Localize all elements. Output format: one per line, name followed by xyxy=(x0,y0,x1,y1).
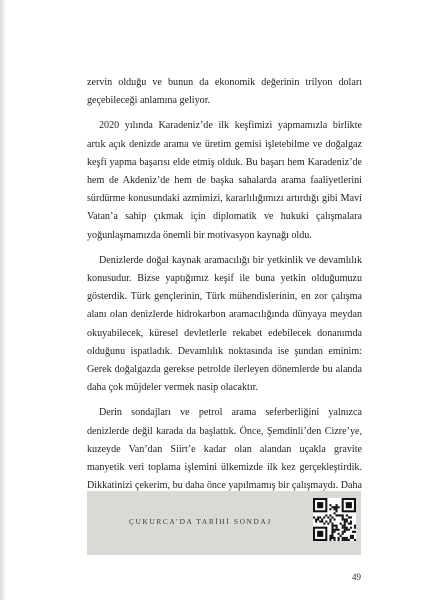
qr-module xyxy=(348,529,350,531)
qr-module xyxy=(338,533,340,535)
qr-module xyxy=(323,523,325,525)
page-number: 49 xyxy=(352,572,361,582)
qr-module xyxy=(333,531,335,533)
qr-module xyxy=(338,537,340,539)
qr-module xyxy=(336,514,338,516)
qr-module xyxy=(350,521,352,523)
qr-module xyxy=(333,539,335,541)
qr-module xyxy=(331,527,333,529)
qr-module xyxy=(342,514,344,516)
qr-module xyxy=(325,521,327,523)
qr-module xyxy=(333,529,335,531)
qr-module xyxy=(331,537,333,539)
qr-module xyxy=(333,508,335,510)
qr-module xyxy=(342,533,344,535)
qr-finder-inner xyxy=(317,531,323,537)
qr-module xyxy=(319,516,321,518)
qr-module xyxy=(344,521,346,523)
qr-module xyxy=(315,521,317,523)
qr-module xyxy=(338,539,340,541)
qr-module xyxy=(329,514,331,516)
qr-module xyxy=(338,514,340,516)
qr-module xyxy=(331,533,333,535)
qr-module xyxy=(354,527,356,529)
qr-module xyxy=(331,516,333,518)
qr-module xyxy=(340,514,342,516)
qr-module xyxy=(350,516,352,518)
qr-module xyxy=(344,529,346,531)
qr-module xyxy=(342,516,344,518)
qr-module xyxy=(336,506,338,508)
qr-module xyxy=(336,508,338,510)
qr-module xyxy=(331,529,333,531)
qr-module xyxy=(317,516,319,518)
qr-module xyxy=(336,510,338,512)
qr-module xyxy=(329,518,331,520)
qr-module xyxy=(317,518,319,520)
qr-module xyxy=(346,529,348,531)
qr-module xyxy=(333,537,335,539)
qr-module xyxy=(342,539,344,541)
qr-module xyxy=(319,521,321,523)
qr-module xyxy=(346,518,348,520)
qr-module xyxy=(352,537,354,539)
qr-module xyxy=(346,527,348,529)
page-edge-shadow xyxy=(0,0,6,600)
paragraph-2: 2020 yılında Karadeniz’de ilk keşfimizi yapmamızla birlikte artık açık denizde arama ve üretim gemisi işletebilme ve doğalgaz keşfi yapma başarısı elde etmiş olduk. Bu başarı hem Karadeniz’de hem de Akdeniz’de hem de başka sahalarda arama faaliyetlerini sürdürme konusundaki azmimizi, kararlılığımızı artırdığı gibi Mavi Vatan’a sahip çıkmak için diplomatik ve hukuki çalışmalara yoğunlaşmamızda önemli bir motivasyon kaynağı oldu. xyxy=(87,120,362,241)
qr-module xyxy=(336,504,338,506)
qr-module xyxy=(338,506,340,508)
paragraph-4: Derin sondajları ve petrol arama seferberliğini yalnızca denizlerde değil karada da başlattık. Önce, Şemdinli’den Cizre’ye, kuzeyde Van’dan Siirt’e kadar olan alandan uçakla gravite manyetik veri toplama işlemini ülkemizde ilk kez gerçekleştirdik. Dikkatinizi çekerim, bu daha önce yapılmamış bir çalışmaydı. Daha xyxy=(87,407,362,492)
caption-box xyxy=(87,491,361,555)
qr-module xyxy=(327,516,329,518)
qr-module xyxy=(321,518,323,520)
qr-module xyxy=(313,516,315,518)
qr-module xyxy=(327,523,329,525)
body-text xyxy=(87,74,362,521)
qr-module xyxy=(342,531,344,533)
qr-module xyxy=(352,531,354,533)
qr-module xyxy=(346,537,348,539)
qr-module xyxy=(346,514,348,516)
qr-module xyxy=(344,537,346,539)
qr-module xyxy=(354,531,356,533)
qr-module xyxy=(329,508,331,510)
qr-module xyxy=(346,539,348,541)
qr-module xyxy=(333,518,335,520)
qr-module xyxy=(329,521,331,523)
qr-module xyxy=(354,525,356,527)
qr-module xyxy=(342,518,344,520)
qr-module xyxy=(331,531,333,533)
qr-module xyxy=(340,535,342,537)
qr-module xyxy=(344,531,346,533)
qr-module xyxy=(350,537,352,539)
qr-module xyxy=(344,523,346,525)
qr-module xyxy=(329,539,331,541)
qr-module xyxy=(321,521,323,523)
qr-code-icon[interactable] xyxy=(313,498,356,541)
qr-module xyxy=(342,527,344,529)
qr-module xyxy=(325,514,327,516)
qr-module xyxy=(336,527,338,529)
qr-module xyxy=(336,529,338,531)
qr-module xyxy=(331,506,333,508)
qr-module xyxy=(348,516,350,518)
qr-module xyxy=(350,535,352,537)
qr-module xyxy=(342,525,344,527)
qr-module xyxy=(329,504,331,506)
qr-module xyxy=(315,518,317,520)
qr-module xyxy=(354,539,356,541)
qr-module xyxy=(348,523,350,525)
qr-module xyxy=(331,525,333,527)
caption-text: ÇUKURCA’DA TARİHİ SONDAJ xyxy=(129,517,272,526)
qr-module xyxy=(344,527,346,529)
qr-code-graphic xyxy=(313,498,356,541)
qr-module xyxy=(344,518,346,520)
qr-module xyxy=(333,506,335,508)
qr-module xyxy=(331,535,333,537)
qr-module xyxy=(348,539,350,541)
qr-finder-inner xyxy=(346,502,352,508)
qr-module xyxy=(350,523,352,525)
qr-module xyxy=(329,535,331,537)
qr-module xyxy=(340,523,342,525)
qr-module xyxy=(329,537,331,539)
qr-module xyxy=(333,512,335,514)
qr-module xyxy=(333,525,335,527)
paragraph-1: zervin olduğu ve bunun da ekonomik değerinin trilyon doları geçebileceği anlamına geliyor. xyxy=(87,77,362,107)
qr-module xyxy=(344,525,346,527)
qr-module xyxy=(350,527,352,529)
qr-finder-inner xyxy=(317,502,323,508)
qr-module xyxy=(346,521,348,523)
qr-module xyxy=(338,529,340,531)
qr-module xyxy=(331,523,333,525)
qr-module xyxy=(336,525,338,527)
paragraph-3: Denizlerde doğal kaynak aramacılığı bir yetkinlik ve devamlılık konusudur. Bizse yaptığımız keşif ile buna yetkin olduğumuzu gösterdik. Türk gençlerinin, Türk mühendislerinin, en zor çalışma alanı olan denizlerde hidrokarbon aramacılığında dünyaya meydan okuyabilecek, küresel devletlerle rekabet edebilecek donanımda olduğunu ispatladık. Devamlılık noktasında ise şundan eminim: Gerek doğalgazda gerekse petrolde ilerleyen dönemlerde bu alanda daha çok müjdeler vermek nasip olacaktır. xyxy=(87,254,362,394)
qr-module xyxy=(342,537,344,539)
qr-module xyxy=(323,516,325,518)
qr-module xyxy=(344,539,346,541)
qr-module xyxy=(352,535,354,537)
